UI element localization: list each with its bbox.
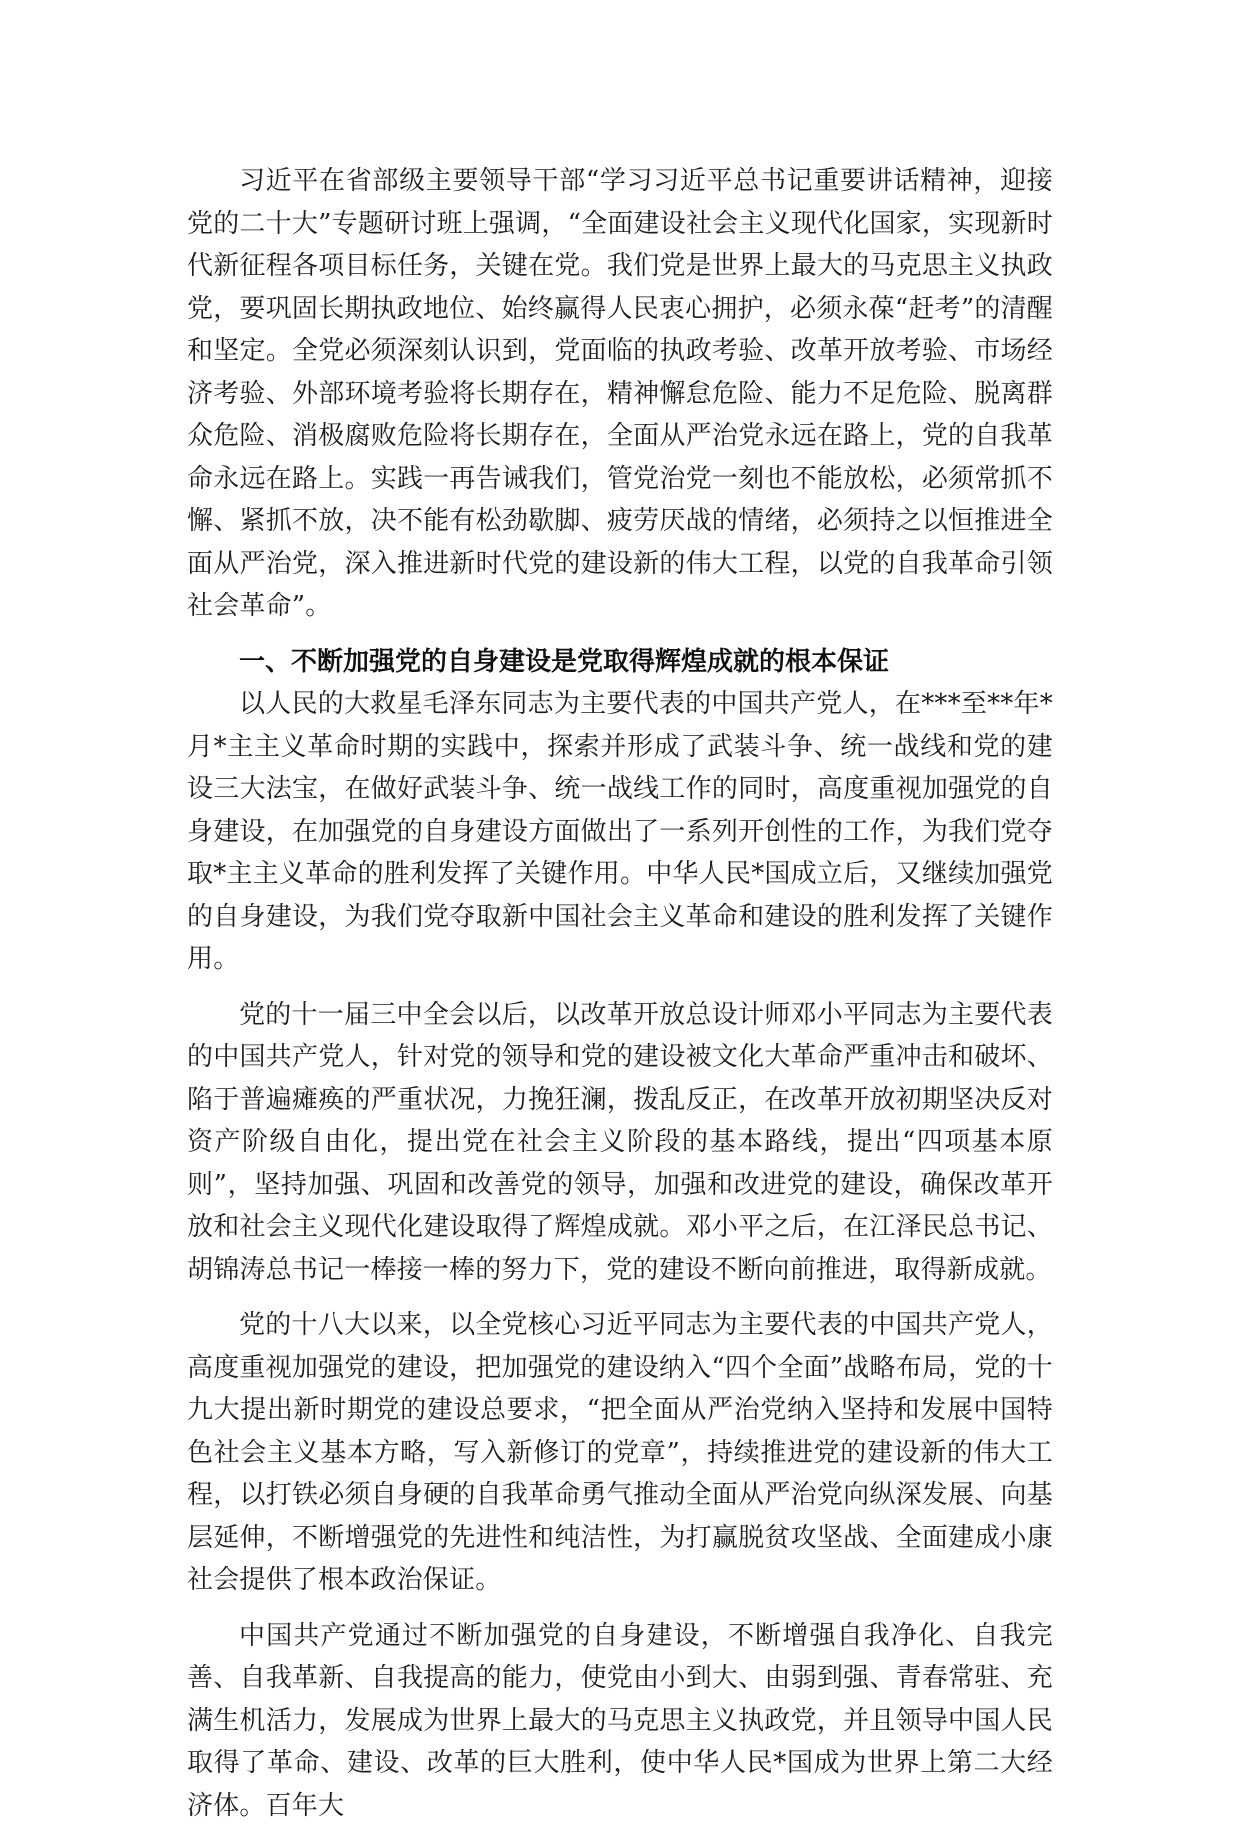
body-paragraph-3: 党的十八大以来，以全党核心习近平同志为主要代表的中国共产党人，高度重视加强党的建设，把加强党的建设纳入“四个全面”战略布局，党的十九大提出新时期党的建设总要求，“把全面从严治党纳入坚持和发展中国特色社会主义基本方略，写入新修订的党章”，持续推进党的建设新的伟大工程，以打铁必须自身硬的自我革命勇气推动全面从严治党向纵深发展、向基层延伸，不断增强党的先进性和纯洁性，为打赢脱贫攻坚战、全面建成小康社会提供了根本政治保证。 — [187, 1304, 1053, 1602]
body-paragraph-1: 以人民的大救星毛泽东同志为主要代表的中国共产党人，在***至**年*月*主主义革命时期的实践中，探索并形成了武装斗争、统一战线和党的建设三大法宝，在做好武装斗争、统一战线工作的同时，高度重视加强党的自身建设，在加强党的自身建设方面做出了一系列开创性的工作，为我们党夺取*主主义革命的胜利发挥了关键作用。中华人民*国成立后，又继续加强党的自身建设，为我们党夺取新中国社会主义革命和建设的胜利发挥了关键作用。 — [187, 683, 1053, 981]
intro-paragraph: 习近平在省部级主要领导干部“学习习近平总书记重要讲话精神，迎接党的二十大”专题研讨班上强调，“全面建设社会主义现代化国家，实现新时代新征程各项目标任务，关键在党。我们党是世界上最大的马克思主义执政党，要巩固长期执政地位、始终赢得人民衷心拥护，必须永葆“赶考”的清醒和坚定。全党必须深刻认识到，党面临的执政考验、改革开放考验、市场经济考验、外部环境考验将长期存在，精神懈怠危险、能力不足危险、脱离群众危险、消极腐败危险将长期存在，全面从严治党永远在路上，党的自我革命永远在路上。实践一再告诫我们，管党治党一刻也不能放松，必须常抓不懈、紧抓不放，决不能有松劲歇脚、疲劳厌战的情绪，必须持之以恒推进全面从严治党，深入推进新时代党的建设新的伟大工程，以党的自我革命引领社会革命”。 — [187, 160, 1053, 628]
section-heading: 一、不断加强党的自身建设是党取得辉煌成就的根本保证 — [187, 641, 1053, 684]
body-paragraph-4: 中国共产党通过不断加强党的自身建设，不断增强自我净化、自我完善、自我革新、自我提高的能力，使党由小到大、由弱到强、青春常驻、充满生机活力，发展成为世界上最大的马克思主义执政党，并且领导中国人民取得了革命、建设、改革的巨大胜利，使中华人民*国成为世界上第二大经济体。百年大 — [187, 1615, 1053, 1827]
body-paragraph-2: 党的十一届三中全会以后，以改革开放总设计师邓小平同志为主要代表的中国共产党人，针对党的领导和党的建设被文化大革命严重冲击和破坏、陷于普遍瘫痪的严重状况，力挽狂澜，拨乱反正，在改革开放初期坚决反对资产阶级自由化，提出党在社会主义阶段的基本路线，提出“四项基本原则”，坚持加强、巩固和改善党的领导，加强和改进党的建设，确保改革开放和社会主义现代化建设取得了辉煌成就。邓小平之后，在江泽民总书记、胡锦涛总书记一棒接一棒的努力下，党的建设不断向前推进，取得新成就。 — [187, 994, 1053, 1292]
document-body — [187, 160, 1053, 1827]
